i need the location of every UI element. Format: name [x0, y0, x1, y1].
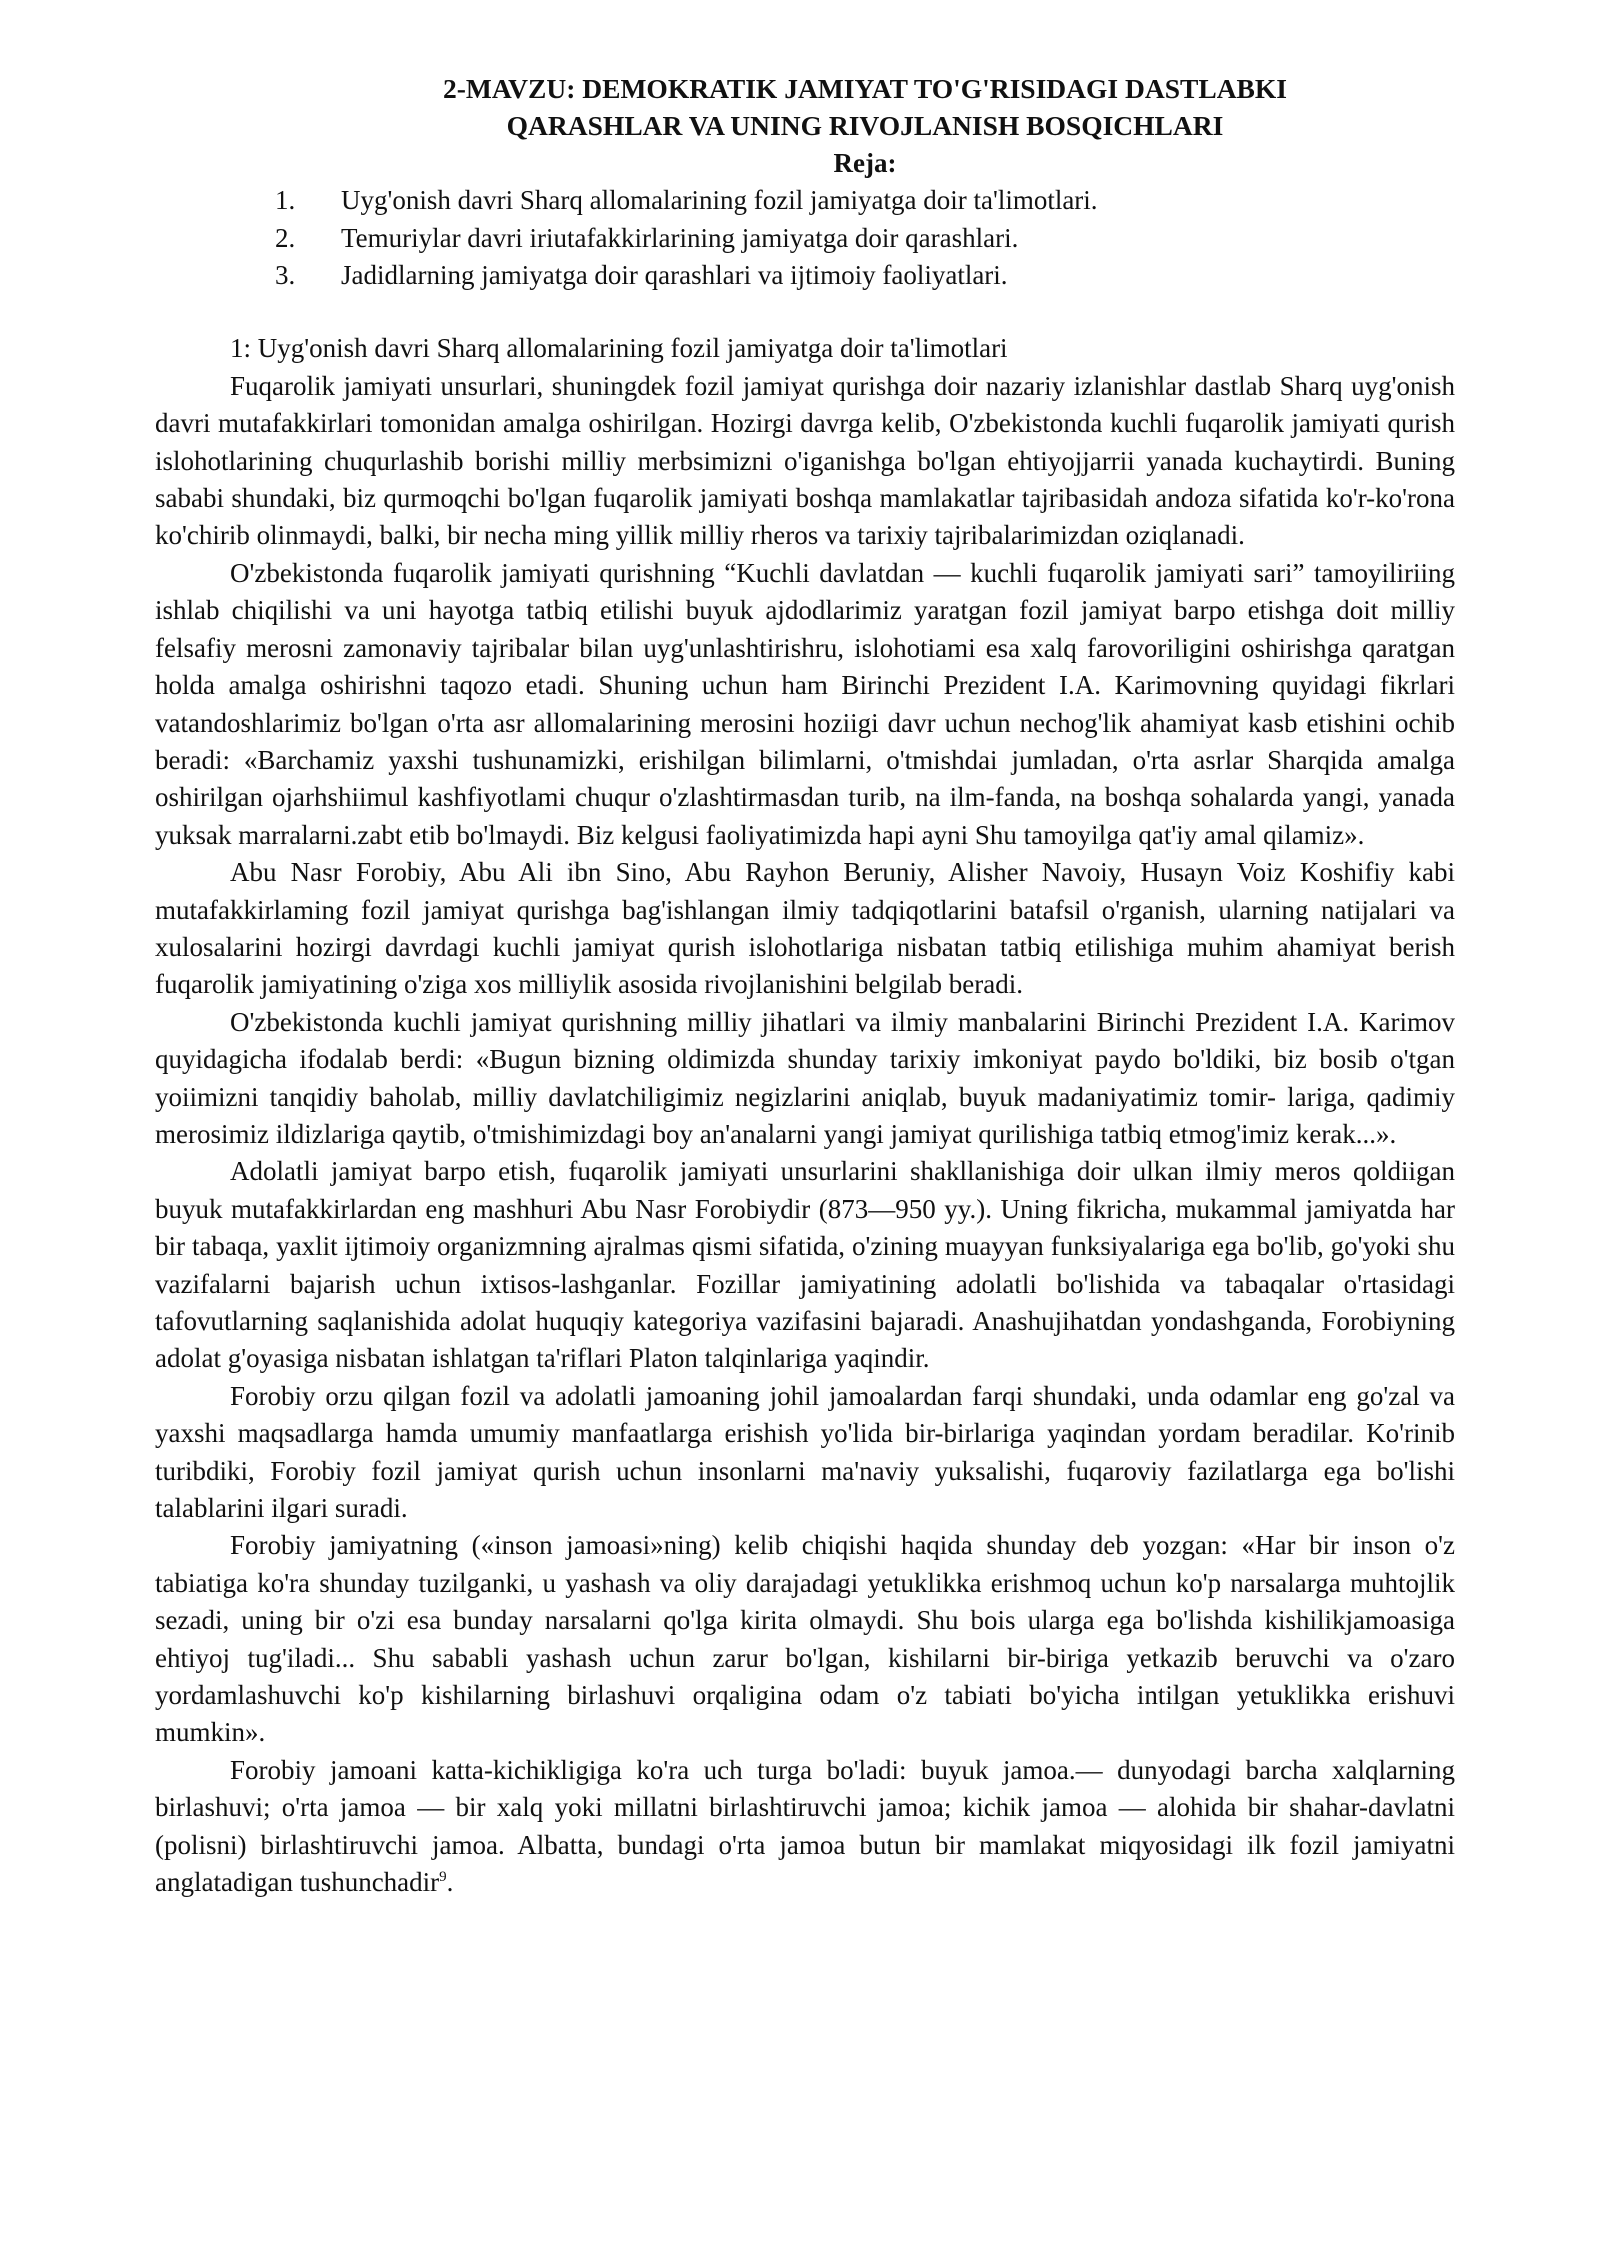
document-title: [155, 70, 1455, 145]
list-item: [275, 257, 1455, 294]
plan-list: [155, 182, 1455, 294]
paragraph: O'zbekistonda fuqarolik jamiyati qurishning “Kuchli davlatdan — kuchli fuqarolik jamiyati sari” tamoyiliriing ishlab chiqilishi va uni hayotga tatbiq etilishi buyuk ajdodlarimiz yaratgan fozil jamiyat barpo etishga doit milliy felsafiy merosni zamonaviy tajribalar bilan uyg'unlashtirishru, islohotiami esa xalq farovoriligini oshirishga qaratgan holda amalga oshirishni taqozo etadi. Shuning uchun ham Birinchi Prezident I.A. Karimovning quyidagi fikrlari vatandoshlarimiz bo'lgan o'rta asr allomalarining merosini hoziigi davr uchun nechog'lik ahamiyat kasb etishini ochib beradi: «Barchamiz yaxshi tushunamizki, erishilgan bilimlarni, o'tmishdai jumladan, o'rta asrlar Sharqida amalga oshirilgan ojarhshiimul kashfiyotlami chuqur o'zlashtirmasdan turib, na ilm-fanda, na boshqa sohalarda yangi, yanada yuksak marralarni.zabt etib bo'lmaydi. Biz kelgusi faoliyatimizda hapi ayni Shu tamoyilga qat'iy amal qilamiz».: [155, 557, 1455, 850]
title-line-1: 2-MAVZU: DEMOKRATIK JAMIYAT TO'G'RISIDAGI DASTLABKI: [443, 73, 1287, 104]
list-item: [275, 220, 1455, 257]
list-item-text: Uyg'onish davri Sharq allomalarining fozil jamiyatga doir ta'limotlari.: [341, 185, 1098, 216]
plan-heading: Reja:: [833, 147, 897, 178]
list-item-number: 2.: [275, 222, 296, 253]
end-punctuation: .: [446, 1867, 454, 1898]
footnote-mark: 9: [439, 1869, 447, 1886]
list-item-number: 1.: [275, 185, 296, 216]
paragraph: Adolatli jamiyat barpo etish, fuqarolik jamiyati unsurlarini shakllanishiga doir ulkan ilmiy meros qoldiigan buyuk mutafakkirlardan eng mashhuri Abu Nasr Forobiydir (873—950 yy.). Uning fikricha, mukammal jamiyatda har bir tabaqa, yaxlit ijtimoiy organizmning ajralmas qismi sifatida, o'zining muayyan funksiyalariga ega bo'lib, go'yoki shu vazifalarni bajarish uchun ixtisos-lashganlar. Fozillar jamiyatining adolatli bo'lishida va tabaqalar o'rtasidagi tafovutlarning saqlanishida adolat huquqiy kategoriya vazifasini bajaradi. Anashujihatdan yondashganda, Forobiyning adolat g'oyasiga nisbatan ishlatgan ta'riflari Platon talqinlariga yaqindir.: [155, 1156, 1455, 1374]
paragraph: O'zbekistonda kuchli jamiyat qurishning milliy jihatlari va ilmiy manbalarini Birinchi Prezident I.A. Karimov quyidagicha ifodalab berdi: «Bugun bizning oldimizda shunday tarixiy imkoniyat paydo bo'ldiki, biz bosib o'tgan yoiimizni tanqidiy baholab, milliy davlatchiligimiz negizlarini aniqlab, buyuk madaniyatimiz tomir- lariga, qadimiy merosimiz ildizlariga qaytib, o'tmishimizdagi boy an'analarni yangi jamiyat qurilishiga tatbiq etmog'imiz kerak...».: [155, 1006, 1455, 1149]
spacer: [155, 294, 1455, 330]
document-page: [155, 70, 1455, 1902]
list-item-text: Jadidlarning jamiyatga doir qarashlari va ijtimoiy faoliyatlari.: [341, 260, 1008, 291]
list-item-text: Temuriylar davri iriutafakkirlarining jamiyatga doir qarashlari.: [341, 222, 1019, 253]
paragraph: Forobiy orzu qilgan fozil va adolatli jamoaning johil jamoalardan farqi shundaki, unda odamlar eng go'zal va yaxshi maqsadlarga hamda umumiy manfaatlarga erishish yo'lida bir-birlariga yaqindan yordam beradilar. Ko'rinib turibdiki, Forobiy fozil jamiyat qurish uchun insonlarni ma'naviy yuksalishi, fuqaroviy fazilatlarga ega bo'lishi talablarini ilgari suradi.: [155, 1380, 1455, 1524]
paragraph-last: [155, 1752, 1455, 1902]
paragraph: Abu Nasr Forobiy, Abu Ali ibn Sino, Abu Rayhon Beruniy, Alisher Navoiy, Husayn Voiz Koshifiy kabi mutafakkirlaming fozil jamiyat qurishga bag'ishlangan ilmiy tadqiqotlarini batafsil o'rganish, ularning natijalari va xulosalarini hozirgi davrdagi kuchli jamiyat qurish islohotlariga nisbatan tatbiq etilishiga muhim ahamiyat berish fuqarolik jamiyatining o'ziga xos milliylik asosida rivojlanishini belgilab beradi.: [155, 857, 1455, 1000]
list-item: [275, 182, 1455, 219]
paragraph: Fuqarolik jamiyati unsurlari, shuningdek fozil jamiyat qurishga doir nazariy izlanishlar dastlab Sharq uyg'onish davri mutafakkirlari tomonidan amalga oshirilgan. Hozirgi davrga kelib, O'zbekistonda kuchli fuqarolik jamiyati qurish islohotlarining chuqurlashib borishi milliy merbsimizni o'iganishga bo'lgan ehtiyojjarrii yanada kuchaytirdi. Buning sababi shundaki, biz qurmoqchi bo'lgan fuqarolik jamiyati boshqa mamlakatlar tajribasidah andoza sifatida ko'r-ko'rona ko'chirib olinmaydi, balki, bir necha ming yillik milliy rheros va tarixiy tajribalarimizdan oziqlanadi.: [155, 370, 1455, 551]
paragraph: Forobiy jamiyatning («inson jamoasi»ning) kelib chiqishi haqida shunday deb yozgan: «Har bir inson o'z tabiatiga ko'ra shunday tuzilganki, u yashash va oliy darajadagi yetuklikka erishmoq uchun ko'p narsalarga muhtojlik sezadi, uning bir o'zi esa bunday narsalarni qo'lga kirita olmaydi. Shu bois ularga ega bo'lishda kishilikjamoasiga ehtiyoj tug'iladi... Shu sababli yashash uchun zarur bo'lgan, kishilarni bir-biriga yetkazib beruvchi va o'zaro yordamlashuvchi ko'p kishilarning birlashuvi orqaligina odam o'z tabiati bo'yicha intilgan yetuklikka erishuvi mumkin».: [155, 1530, 1455, 1748]
section-heading: 1: Uyg'onish davri Sharq allomalarining fozil jamiyatga doir ta'limotlari: [230, 333, 1008, 364]
title-line-2: QARASHLAR VA UNING RIVOJLANISH BOSQICHLARI: [506, 110, 1224, 142]
paragraph-text: Forobiy jamoani katta-kichikligiga ko'ra uch turga bo'ladi: buyuk jamoa.— dunyodagi barcha xalqlarning birlashuvi; o'rta jamoa — bir xalq yoki millatni birlashtiruvchi jamoa; kichik jamoa — alohida bir shahar-davlatni (polisni) birlashtiruvchi jamoa. Albatta, bundagi o'rta jamoa butun bir mamlakat miqyosidagi ilk fozil jamiyatni anglatadigan tushunchadir: [155, 1754, 1455, 1898]
list-item-number: 3.: [275, 260, 296, 291]
